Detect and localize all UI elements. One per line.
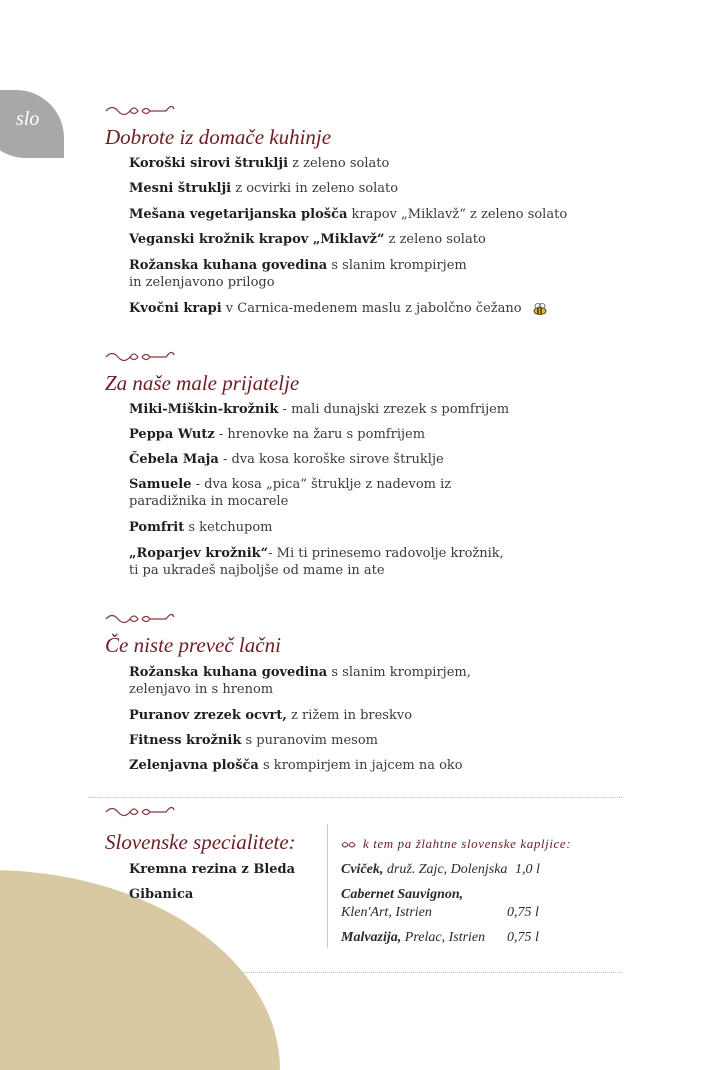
section-title: Dobrote iz domače kuhinje <box>105 125 332 149</box>
menu-item <box>129 519 272 536</box>
dish-description-line2: ti pa ukradeš najboljše od mame in ate <box>129 563 385 578</box>
wine-heading <box>341 836 571 852</box>
wine-volume: 1,0 l <box>515 862 540 877</box>
dish-description: z rižem in breskvo <box>286 708 413 723</box>
column-divider <box>327 824 328 948</box>
menu-item <box>129 664 471 698</box>
menu-item <box>129 300 548 317</box>
wine-name: Cviček, <box>341 862 384 877</box>
wine-volume: 0,75 l <box>507 930 539 945</box>
wine-heading-text: k tem pa žlahtne slovenske kapljice: <box>363 836 572 851</box>
dish-description: - dva kosa koroške sirove štruklje <box>218 452 444 467</box>
dish-name: Puranov zrezek ocvrt, <box>129 708 287 723</box>
wine-item <box>341 886 561 922</box>
wine-detail: Prelac, Istrien <box>401 930 486 945</box>
dish-name: Mesni štruklji <box>129 181 232 196</box>
dish-name: „Roparjev krožnik“ <box>129 546 269 561</box>
dish-description: v Carnica-medenem maslu z jabolčno čežano <box>221 301 522 316</box>
dish-description: s ketchupom <box>184 520 273 535</box>
wine-item <box>341 929 561 947</box>
menu-item <box>129 861 295 878</box>
swirl-icon <box>341 840 357 850</box>
dish-name: Samuele <box>129 477 192 492</box>
dish-name: Zelenjavna plošča <box>129 758 259 773</box>
menu-item <box>129 206 567 223</box>
bee-icon <box>532 302 548 316</box>
dish-name: Čebela Maja <box>129 452 219 467</box>
dish-description-line2: in zelenjavono prilogo <box>129 275 275 290</box>
menu-item <box>129 545 504 579</box>
dish-name: Rožanska kuhana govedina <box>129 665 328 680</box>
dish-name: Veganski krožnik krapov „Miklavž“ <box>129 232 385 247</box>
swirl-ornament-icon <box>104 348 176 362</box>
dish-description: z zeleno solato <box>288 156 390 171</box>
dish-description-line2: paradižnika in mocarele <box>129 494 289 509</box>
dish-name: Kvočni krapi <box>129 301 222 316</box>
dish-description: z zeleno solato <box>384 232 486 247</box>
wine-volume: 0,75 l <box>507 905 539 920</box>
menu-item <box>129 732 378 749</box>
dish-name: Rožanska kuhana govedina <box>129 258 328 273</box>
swirl-ornament-icon <box>104 102 176 116</box>
dish-name: Pomfrit <box>129 520 185 535</box>
menu-item <box>129 757 463 774</box>
menu-item <box>129 155 389 172</box>
dish-name: Mešana vegetarijanska plošča <box>129 207 348 222</box>
menu-item <box>129 426 425 443</box>
section-title: Slovenske specialitete: <box>105 830 296 854</box>
menu-item <box>129 886 193 903</box>
dish-name: Kremna rezina z Bleda <box>129 862 296 877</box>
section-title: Če niste preveč lačni <box>105 633 281 657</box>
dish-description: s slanim krompirjem, <box>327 665 471 680</box>
menu-item <box>129 476 451 510</box>
dish-description: - Mi ti prinesemo radovolje krožnik, <box>268 546 504 561</box>
dish-name: Gibanica <box>129 887 194 902</box>
dish-description: z ocvirki in zeleno solato <box>231 181 399 196</box>
wine-name: Cabernet Sauvignon, <box>341 887 464 902</box>
dish-description: s slanim krompirjem <box>327 258 467 273</box>
dish-description: - hrenovke na žaru s pomfrijem <box>214 427 426 442</box>
menu-item <box>129 231 486 248</box>
swirl-ornament-icon <box>104 803 176 817</box>
dish-description: - dva kosa „pica“ štruklje z nadevom iz <box>191 477 452 492</box>
menu-item <box>129 180 398 197</box>
menu-item <box>129 451 444 468</box>
dish-name: Miki-Miškin-krožnik <box>129 402 279 417</box>
wine-item <box>341 861 561 879</box>
wine-detail: Klen'Art, Istrien <box>341 905 432 920</box>
menu-item <box>129 401 509 418</box>
language-label[interactable]: slo <box>16 108 40 130</box>
menu-item <box>129 707 412 724</box>
section-divider <box>88 972 622 973</box>
dish-description: krapov „Miklavž“ z zeleno solato <box>347 207 568 222</box>
dish-name: Fitness krožnik <box>129 733 242 748</box>
section-title: Za naše male prijatelje <box>105 371 300 395</box>
dish-description: - mali dunajski zrezek s pomfrijem <box>278 402 510 417</box>
section-divider <box>88 797 622 798</box>
menu-item <box>129 257 467 291</box>
wine-detail: druž. Zajc, Dolenjska <box>383 862 508 877</box>
wine-name: Malvazija, <box>341 930 402 945</box>
dish-description: s puranovim mesom <box>241 733 378 748</box>
dish-name: Peppa Wutz <box>129 427 215 442</box>
dish-description-line2: zelenjavo in s hrenom <box>129 682 274 697</box>
dish-name: Koroški sirovi štruklji <box>129 156 289 171</box>
dish-description: s krompirjem in jajcem na oko <box>258 758 463 773</box>
swirl-ornament-icon <box>104 610 176 624</box>
